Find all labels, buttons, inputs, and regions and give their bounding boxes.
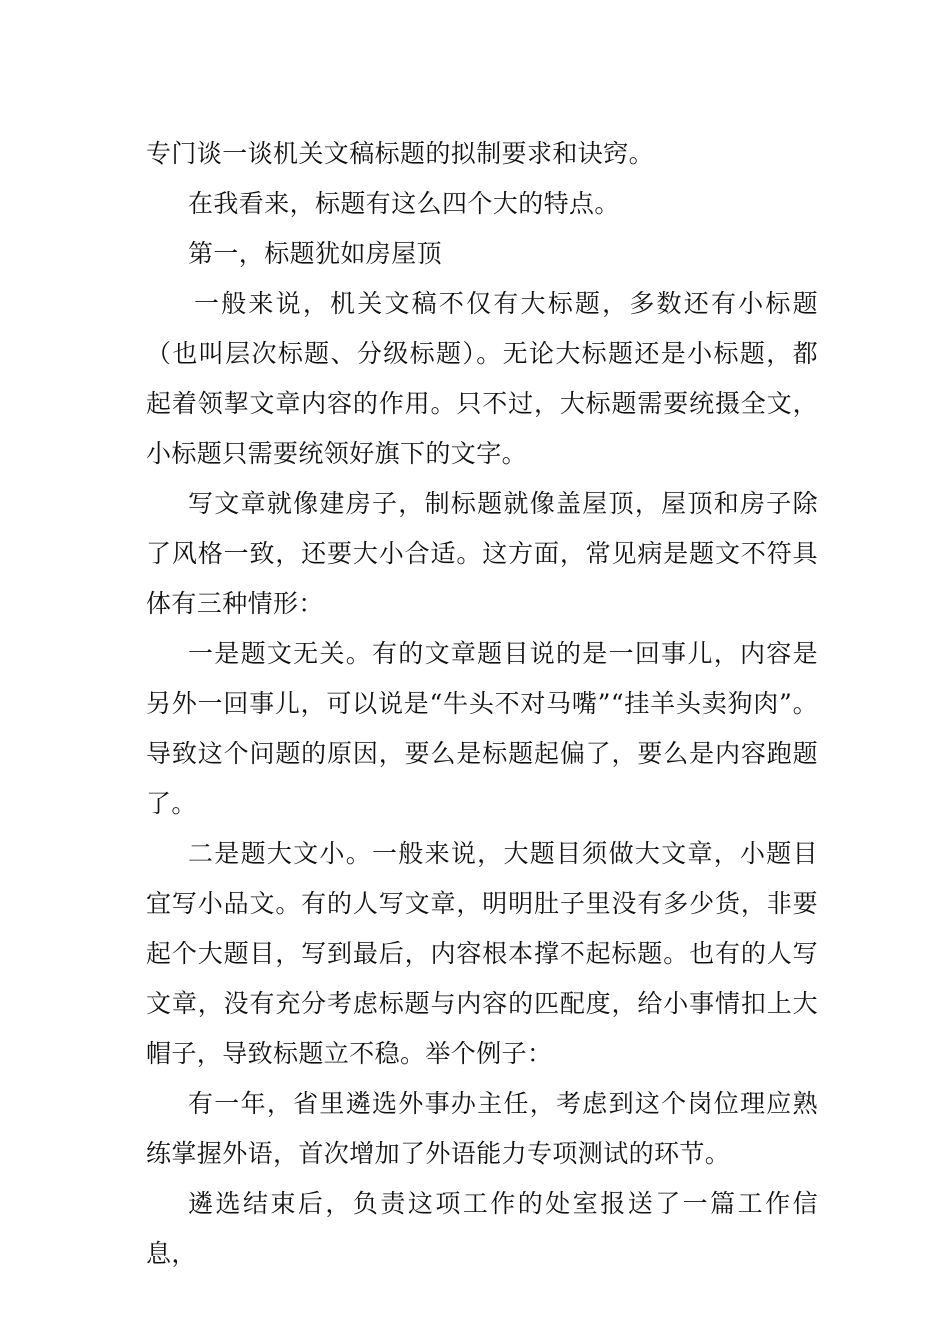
- paragraph-case-two: 二是题大文小。一般来说，大题目须做大文章，小题目宜写小品文。有的人写文章，明明肚子里没有多少货，非要起个大题目，写到最后，内容根本撑不起标题。也有的人写文章，没有充分考虑标题与内容的匹配度，给小事情扣上大帽子，导致标题立不稳。举个例子：: [146, 839, 818, 1068]
- paragraph-case-one: 一是题文无关。有的文章题目说的是一回事儿，内容是另外一回事儿，可以说是“牛头不对马嘴”“挂羊头卖狗肉”。导致这个问题的原因，要么是标题起偏了，要么是内容跑题了。: [146, 639, 818, 818]
- document-page: [146, 129, 818, 1279]
- paragraph-general: 一般来说，机关文稿不仅有大标题，多数还有小标题（也叫层次标题、分级标题）。无论大标题还是小标题，都起着领挈文章内容的作用。只不过，大标题需要统摄全文，小标题只需要统领好旗下的文字。: [146, 289, 818, 468]
- paragraph-after-selection: 遴选结束后，负责这项工作的处室报送了一篇工作信息，: [146, 1189, 818, 1268]
- paragraph-example: 有一年，省里遴选外事办主任，考虑到这个岗位理应熟练掌握外语，首次增加了外语能力专项测试的环节。: [146, 1089, 818, 1168]
- paragraph-view: 在我看来，标题有这么四个大的特点。: [188, 189, 620, 218]
- paragraph-intro: 专门谈一谈机关文稿标题的拟制要求和诀窍。: [146, 139, 655, 168]
- section-heading-first: 第一，标题犹如房屋顶: [188, 239, 443, 268]
- paragraph-house-metaphor: 写文章就像建房子，制标题就像盖屋顶，屋顶和房子除了风格一致，还要大小合适。这方面，常见病是题文不符具体有三种情形：: [146, 489, 818, 618]
